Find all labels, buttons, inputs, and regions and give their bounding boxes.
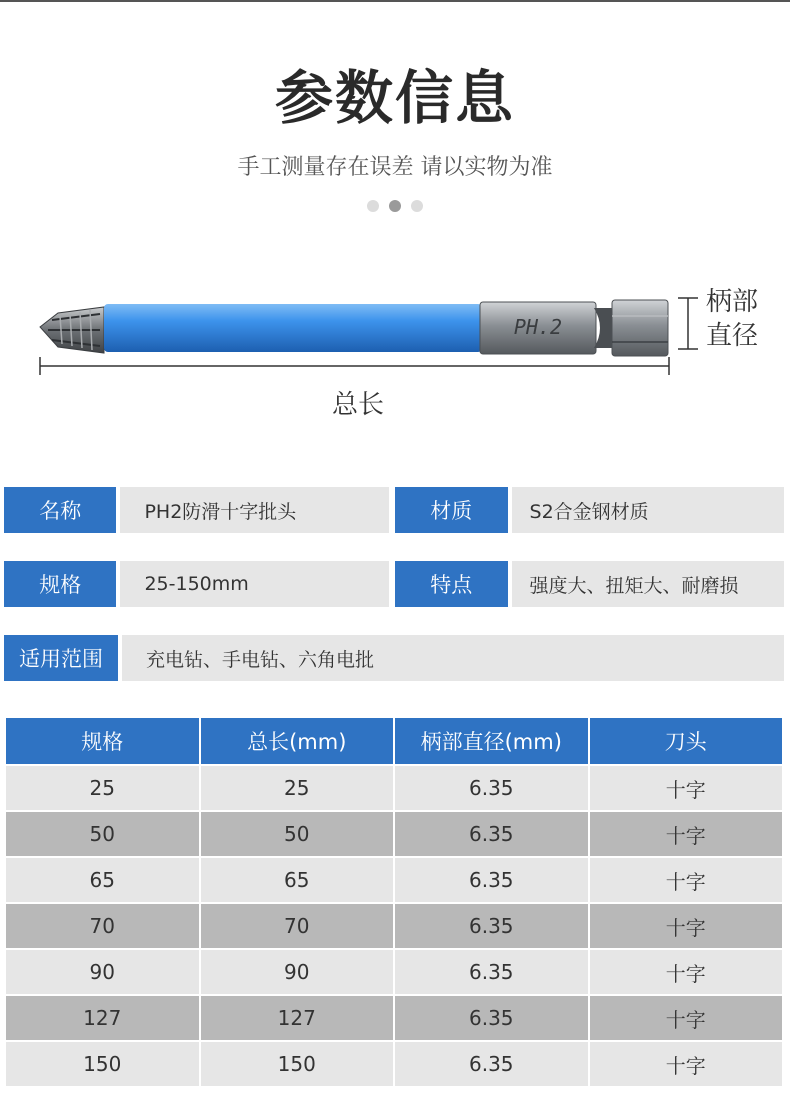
spec-value-feature: 强度大、扭矩大、耐磨损: [512, 561, 784, 607]
table-header-tip: 刀头: [590, 718, 783, 764]
table-cell: 90: [6, 950, 199, 994]
shank-diameter-dimension: [678, 298, 698, 349]
table-cell: 6.35: [395, 858, 588, 902]
product-diagram: [0, 250, 790, 440]
carousel-dot[interactable]: [411, 200, 423, 212]
table-header-shank-diameter: 柄部直径(mm): [395, 718, 588, 764]
bit-marking: PH.2: [513, 315, 563, 339]
spec-row-size-feature: [4, 561, 784, 607]
table-cell: 十字: [590, 904, 783, 948]
table-header-row: [6, 718, 782, 764]
table-cell: 十字: [590, 950, 783, 994]
table-cell: 十字: [590, 766, 783, 810]
table-header-length: 总长(mm): [201, 718, 394, 764]
table-cell: 25: [6, 766, 199, 810]
table-cell: 150: [201, 1042, 394, 1086]
spec-label-feature: 特点: [395, 561, 507, 607]
carousel-dot-active[interactable]: [389, 200, 401, 212]
table-cell: 127: [6, 996, 199, 1040]
spec-label-material: 材质: [395, 487, 507, 533]
table-cell: 65: [201, 858, 394, 902]
spec-label-usage: 适用范围: [4, 635, 118, 681]
table-cell: 6.35: [395, 812, 588, 856]
table-cell: 6.35: [395, 766, 588, 810]
carousel-dot[interactable]: [367, 200, 379, 212]
bit-tip: [40, 307, 104, 353]
table-cell: 6.35: [395, 904, 588, 948]
bit-shank: [480, 300, 668, 356]
table-row: [6, 766, 782, 810]
carousel-dots: [0, 200, 790, 212]
spec-value-name: PH2防滑十字批头: [120, 487, 389, 533]
table-row: [6, 858, 782, 902]
table-row: [6, 996, 782, 1040]
table-cell: 70: [6, 904, 199, 948]
table-cell: 25: [201, 766, 394, 810]
spec-row-name-material: [4, 487, 784, 533]
table-cell: 6.35: [395, 996, 588, 1040]
page-subtitle: 手工测量存在误差 请以实物为准: [237, 155, 553, 180]
spec-value-usage: 充电钻、手电钻、六角电批: [122, 635, 784, 681]
spec-label-name: 名称: [4, 487, 116, 533]
table-cell: 十字: [590, 858, 783, 902]
table-cell: 十字: [590, 996, 783, 1040]
table-cell: 150: [6, 1042, 199, 1086]
table-cell: 90: [201, 950, 394, 994]
bit-shaft: [104, 304, 482, 352]
overall-length-label: 总长: [331, 390, 385, 420]
table-cell: 127: [201, 996, 394, 1040]
page-title: 参数信息: [274, 64, 515, 132]
size-table: [4, 716, 784, 1088]
overall-length-dimension: [40, 357, 669, 375]
top-divider: [0, 0, 790, 2]
table-cell: 十字: [590, 1042, 783, 1086]
table-row: [6, 904, 782, 948]
table-cell: 6.35: [395, 1042, 588, 1086]
shank-diameter-label-line2: 直径: [706, 321, 759, 351]
spec-value-material: S2合金钢材质: [512, 487, 784, 533]
spec-label-size: 规格: [4, 561, 116, 607]
table-row: [6, 950, 782, 994]
spec-row-usage: [4, 635, 784, 681]
table-cell: 50: [6, 812, 199, 856]
table-row: [6, 1042, 782, 1086]
table-cell: 十字: [590, 812, 783, 856]
table-cell: 70: [201, 904, 394, 948]
spec-value-size: 25-150mm: [120, 561, 389, 607]
table-row: [6, 812, 782, 856]
table-cell: 6.35: [395, 950, 588, 994]
table-header-size: 规格: [6, 718, 199, 764]
shank-diameter-label-line1: 柄部: [706, 287, 759, 317]
table-cell: 65: [6, 858, 199, 902]
table-cell: 50: [201, 812, 394, 856]
